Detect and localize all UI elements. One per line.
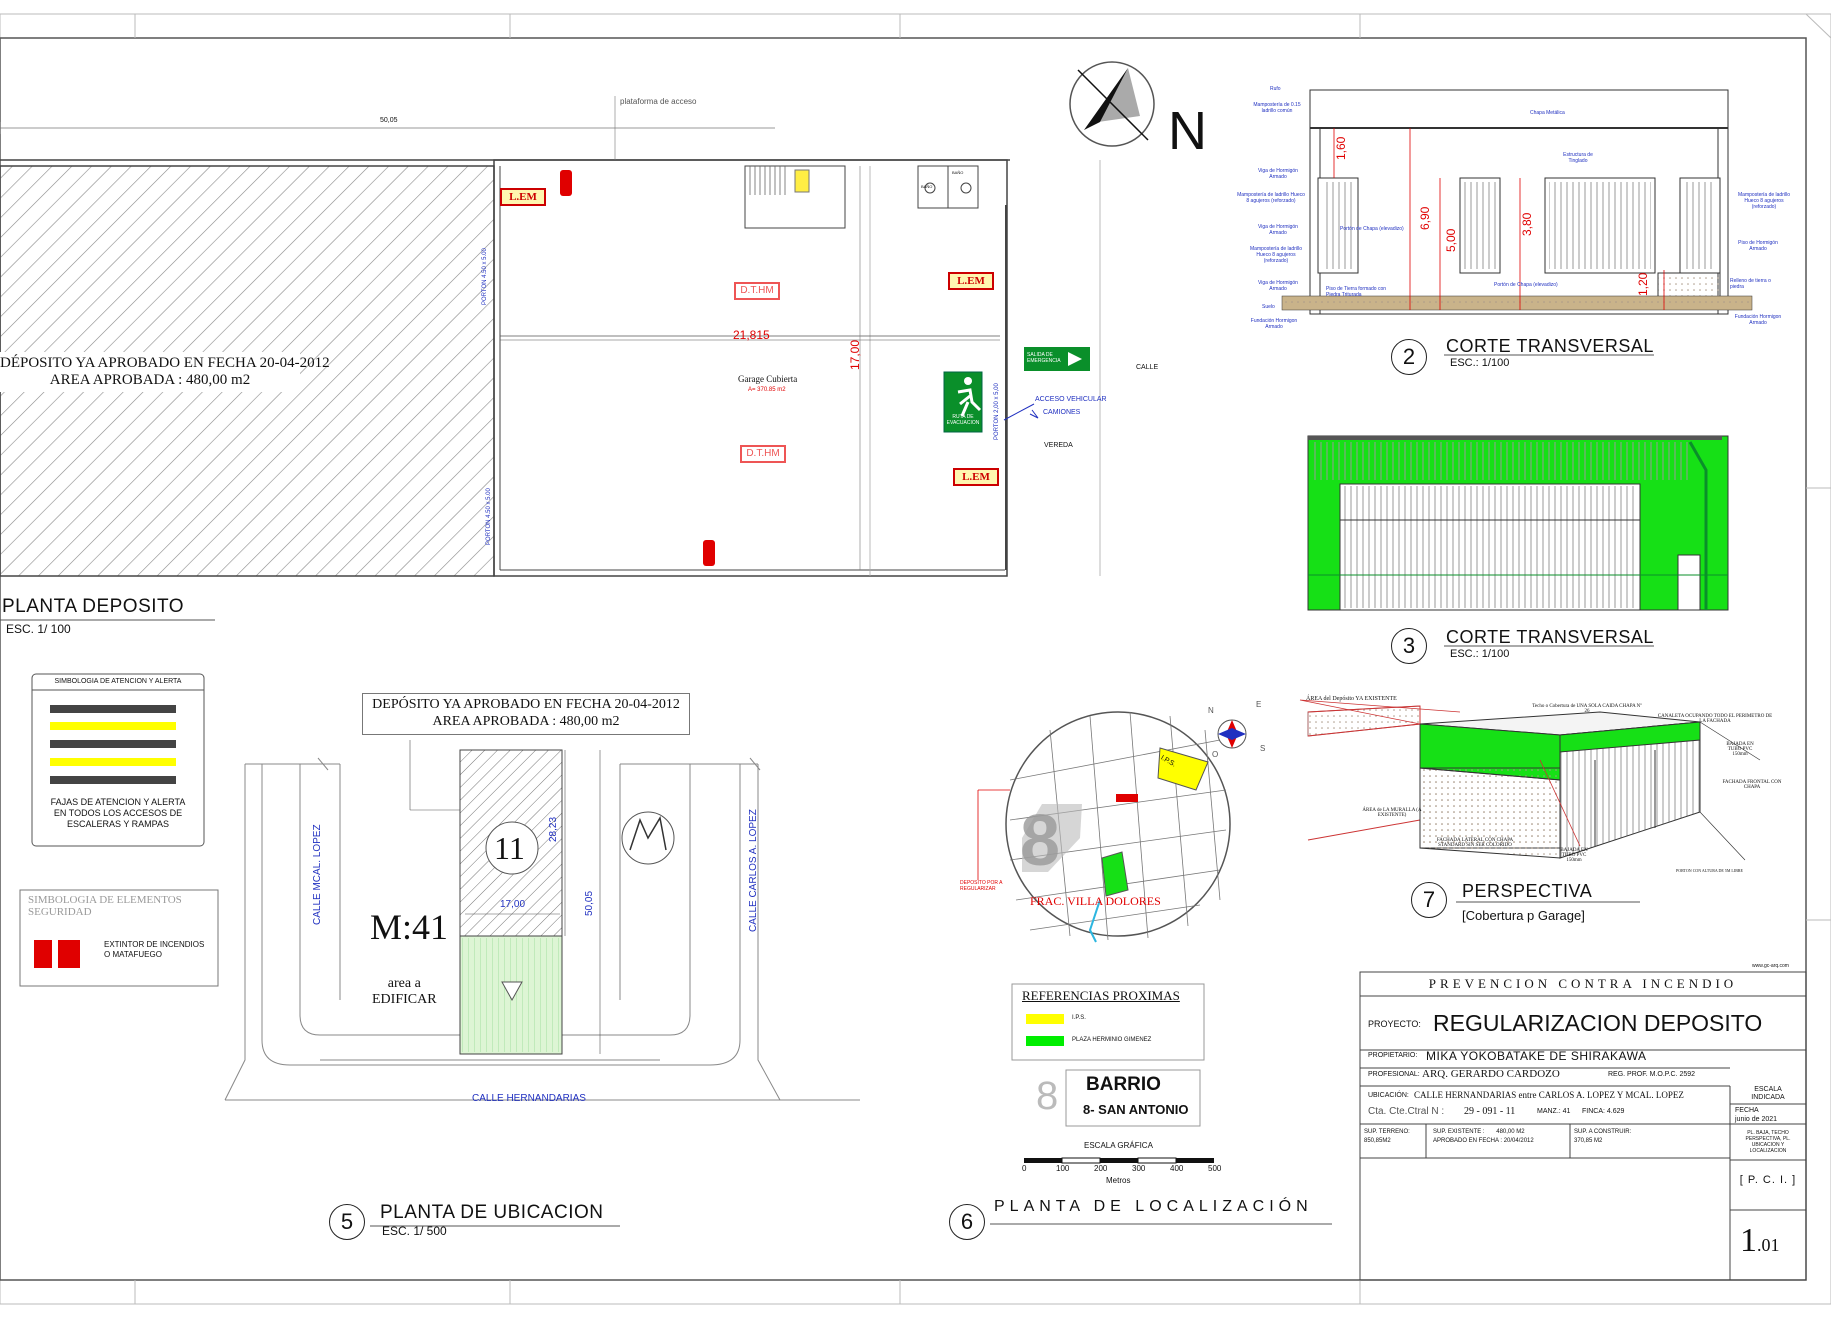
- area-label-line-2: EDIFICAR: [372, 992, 437, 1007]
- corte2-dim-4: 1,20: [1636, 272, 1650, 296]
- tb-sheet-num: 1: [1740, 1222, 1757, 1259]
- approved-line-2: AREA APROBADA : 480,00 m2: [49, 372, 251, 388]
- compass-s: S: [1260, 744, 1266, 753]
- corte2-left-label-3: Mampostería de ladrillo Hueco 8 agujeros (reforzado): [1237, 192, 1305, 204]
- tb-profesional-label: PROFESIONAL:: [1368, 1071, 1420, 1078]
- tb-escala-label: ESCALA: [1754, 1086, 1782, 1093]
- corte2-dim-2: 5,00: [1444, 228, 1458, 252]
- ref-1-label: I.P.S.: [1072, 1015, 1086, 1021]
- area-edificar-label: [372, 976, 437, 1008]
- tb-cta: 29 - 091 - 11: [1464, 1106, 1516, 1117]
- porton-1-label: PORTON 4.50 x 5.00: [482, 248, 488, 305]
- tb-propietario: MIKA YOKOBATAKE DE SHIRAKAWA: [1426, 1049, 1647, 1063]
- ubic-dim-width: 17,00: [500, 899, 526, 910]
- ubic-approved-line-2: AREA APROBADA : 480,00 m2: [432, 714, 620, 729]
- lem-sign-3: L.EM: [953, 468, 999, 486]
- corte3-number: 3: [1391, 628, 1427, 664]
- approved-line-1: DÉPOSITO YA APROBADO EN FECHA 20-04-2012: [0, 355, 330, 371]
- extintor-desc-line-1: EXTINTOR DE INCENDIOS: [104, 940, 205, 949]
- garage-label: Garage Cubierta: [738, 374, 798, 384]
- extintor-desc-line-2: O MATAFUEGO: [104, 950, 162, 959]
- street-hernandarias: CALLE HERNANDARIAS: [472, 1093, 586, 1104]
- tb-proyecto: REGULARIZACION DEPOSITO: [1433, 1010, 1763, 1036]
- approved-note-deposito: [0, 355, 330, 389]
- corte2-inner-label-0: Chapa Metálica: [1530, 110, 1565, 116]
- compass-n: N: [1208, 706, 1214, 715]
- metros-label: Metros: [1106, 1176, 1131, 1185]
- ubic-dim-depth-2: 50,05: [584, 890, 595, 916]
- approved-note-ubicacion: [362, 693, 690, 735]
- corte3-title: CORTE TRANSVERSAL: [1446, 627, 1654, 647]
- corte2-dim-0: 1,60: [1334, 136, 1348, 160]
- big-barrio-number: 8: [1020, 801, 1061, 881]
- simbologia-alerta-title: SIMBOLOGIA DE ATENCION Y ALERTA: [54, 678, 182, 685]
- lem-sign-2: L.EM: [948, 272, 994, 290]
- perspectiva-title: PERSPECTIVA: [1462, 881, 1593, 901]
- corte2-left-label-7: Suelo: [1262, 304, 1275, 310]
- lot-number: 11: [494, 830, 525, 866]
- corte2-right-label-3: Fundación Hormigon Armado: [1734, 314, 1782, 326]
- simbologia-alerta-desc: [32, 797, 204, 830]
- persp-note-6: FACHADA LATERAL CON CHAPA STANDARD SIN SER COLORIDO: [1436, 838, 1514, 848]
- corte2-number: 2: [1391, 339, 1427, 375]
- dthm-sign-2: D.T.HM: [740, 445, 786, 463]
- corte2-inner-label-1: Estructura de Tinglado: [1563, 152, 1593, 164]
- tb-ubicacion: CALLE HERNANDARIAS entre CARLOS A. LOPEZ Y MCAL. LOPEZ: [1414, 1090, 1684, 1100]
- corte2-inner-label-3: Portón de Chapa (elevadizo): [1494, 282, 1558, 288]
- corte2-inner-label-4: Piso de Tierra formado con Piedra Triturada: [1326, 286, 1387, 298]
- tb-sup-construir: [1574, 1128, 1631, 1146]
- ubic-approved-line-1: DEPÓSITO YA APROBADO EN FECHA 20-04-2012: [372, 697, 680, 712]
- tb-header: PREVENCION CONTRA INCENDIO: [1428, 976, 1738, 991]
- acceso-vehicular-label: ACCESO VEHICULAR: [1035, 396, 1107, 403]
- street-carlos-lopez: CALLE CARLOS A. LOPEZ: [748, 809, 759, 932]
- tb-escala: [1730, 1086, 1806, 1102]
- plataforma-label: plataforma de acceso: [620, 97, 697, 106]
- scale-tick-4: 400: [1170, 1164, 1184, 1173]
- ubicacion-scale: ESC. 1/ 500: [382, 1224, 447, 1238]
- planta-deposito-drawing: [0, 96, 1100, 576]
- escala-grafica-label: ESCALA GRÁFICA: [1084, 1141, 1153, 1150]
- persp-note-8: PORTON CON ALTURA DE 5M LIBRE: [1676, 868, 1743, 873]
- corte2-inner-label-2: Portón de Chapa (elevadizo): [1340, 226, 1404, 232]
- tb-fecha-label: FECHA: [1735, 1107, 1759, 1114]
- tb-profesional: ARQ. GERARDO CARDOZO: [1422, 1068, 1560, 1080]
- tb-sup-terreno-label: SUP. TERRENO:: [1364, 1129, 1410, 1135]
- barrio-label: BARRIO: [1086, 1074, 1161, 1095]
- tb-finca: FINCA: 4.629: [1582, 1108, 1625, 1115]
- web-label: www.gc-arq.com: [1752, 963, 1789, 969]
- corte-transversal-3-elevation: [1308, 436, 1728, 610]
- corte2-right-label-0: Mampostería de ladrillo Hueco 8 agujeros (reforzado): [1738, 192, 1790, 210]
- tb-manz: MANZ.: 41: [1537, 1108, 1571, 1115]
- corte-transversal-2-drawing: [1282, 90, 1752, 314]
- compass-icon: [1218, 720, 1246, 748]
- tb-sheet-number: [1740, 1222, 1780, 1260]
- seguridad-title-line-2: SEGURIDAD: [28, 906, 92, 918]
- corte2-left-label-4: Viga de Hormigón Armado: [1258, 224, 1298, 236]
- tb-reg: REG. PROF. M.O.P.C. 2592: [1608, 1071, 1696, 1078]
- lem-sign-1: L.EM: [500, 188, 546, 206]
- corte2-left-label-8: Fundación Hormigon Armado: [1250, 318, 1298, 330]
- tb-sup-terreno-value: 850,85M2: [1364, 1138, 1391, 1144]
- bano-label-1: BAÑO: [921, 184, 933, 189]
- corte2-right-label-1: Piso de Hormigón Armado: [1738, 240, 1778, 252]
- compass-o: O: [1212, 750, 1219, 759]
- corte2-left-label-1: Mampostería de 0.15 ladrillo común: [1253, 102, 1301, 114]
- ref-2-label: PLAZA HERMINIO GIMENEZ: [1072, 1037, 1152, 1043]
- perspectiva-subtitle: [Cobertura p Garage]: [1462, 908, 1585, 923]
- tb-sup-construir-value: 370,85 M2: [1574, 1138, 1603, 1144]
- alerta-desc-line-1: FAJAS DE ATENCION Y ALERTA: [50, 797, 186, 807]
- dim-height-label: 17,00: [848, 339, 862, 370]
- extintor-desc: [104, 940, 204, 960]
- alerta-desc-line-2: EN TODOS LOS ACCESOS DE: [53, 808, 183, 818]
- perspectiva-drawing: [1300, 700, 1760, 860]
- tb-code: [ P. C. I. ]: [1739, 1174, 1797, 1186]
- dthm-sign-1: D.T.HM: [734, 282, 780, 300]
- dim-top-label: 50,05: [380, 117, 398, 124]
- salida-emergencia-label: SALIDA DE EMERGENCIA: [1027, 352, 1061, 364]
- tb-proyecto-label: PROYECTO:: [1368, 1019, 1421, 1029]
- tb-propietario-label: PROPIETARIO:: [1368, 1052, 1418, 1059]
- persp-note-1: Techo o Cobertura de UNA SOLA CAIDA CHAPA Nº 26: [1532, 704, 1642, 714]
- barrio-number: 8: [1036, 1074, 1059, 1118]
- seguridad-title-line-1: SIMBOLOGIA DE ELEMENTOS: [28, 894, 182, 906]
- scale-tick-1: 100: [1056, 1164, 1070, 1173]
- scale-tick-0: 0: [1022, 1164, 1027, 1173]
- ips-map-label: I.P.S.: [1159, 754, 1177, 769]
- localizacion-number: 6: [949, 1204, 985, 1240]
- graphic-scale-bar: [1024, 1158, 1214, 1163]
- corte2-left-label-5: Mampostería de ladrillo Hueco 8 agujeros (reforzado): [1250, 246, 1302, 264]
- tb-sheet-sub: .01: [1757, 1235, 1780, 1255]
- corte2-scale: ESC.: 1/100: [1450, 357, 1510, 369]
- corte2-left-label-2: Viga de Hormigón Armado: [1258, 168, 1298, 180]
- refs-title: REFERENCIAS PROXIMAS: [1022, 988, 1180, 1003]
- persp-note-5: ÁREA de LA MURALLA (A EXISTENTE): [1362, 808, 1422, 818]
- tb-escala-value: INDICADA: [1751, 1094, 1785, 1101]
- barrio-name: 8- SAN ANTONIO: [1083, 1102, 1189, 1117]
- corte2-left-label-6: Viga de Hormigón Armado: [1258, 280, 1298, 292]
- persp-note-3: BAJADA EN TUBO PVC 150mm: [1726, 742, 1754, 757]
- corte2-title: CORTE TRANSVERSAL: [1446, 336, 1654, 356]
- tb-fecha: [1735, 1106, 1777, 1124]
- persp-note-2: CANALETA OCUPANDO TODO EL PERIMETRO DE LA FACHADA: [1657, 714, 1773, 724]
- tb-aprobado-value: 20/04/2012: [1503, 1138, 1534, 1144]
- scale-tick-2: 200: [1094, 1164, 1108, 1173]
- tb-sup-existente-label: SUP. EXISTENTE :: [1433, 1129, 1485, 1135]
- frac-villa-dolores: FRAC. VILLA DOLORES: [1030, 894, 1161, 908]
- persp-note-7: BAJADA EN TUBO PVC 150mm: [1560, 848, 1588, 863]
- manzana-label: M:41: [370, 907, 449, 947]
- north-label: N: [1168, 101, 1207, 161]
- scale-tick-5: 500: [1208, 1164, 1222, 1173]
- corte2-right-label-2: Relleno de tierra o piedra: [1730, 278, 1771, 290]
- ubic-dim-depth-1: 28,23: [548, 816, 559, 842]
- scale-tick-3: 300: [1132, 1164, 1146, 1173]
- deposito-label: DEPOSITO POR A REGULARIZAR: [960, 880, 1003, 892]
- tb-sup-existente: [1433, 1128, 1534, 1146]
- corte2-dim-3: 3,80: [1520, 212, 1534, 236]
- simbologia-seguridad-title: [28, 894, 182, 918]
- planta-deposito-scale: ESC. 1/ 100: [6, 622, 71, 636]
- planta-deposito-title: PLANTA DEPOSITO: [2, 596, 185, 617]
- dim-width-label: 21,815: [733, 328, 770, 342]
- garage-area: A= 370.85 m2: [748, 387, 786, 393]
- camiones-label: CAMIONES: [1043, 409, 1081, 416]
- tb-sup-construir-label: SUP. A CONSTRUIR:: [1574, 1129, 1632, 1135]
- persp-note-4: FACHADA FRONTAL CON CHAPA: [1722, 780, 1782, 790]
- street-mcal-lopez: CALLE MCAL. LOPEZ: [312, 824, 323, 925]
- corte2-left-label-0: Rufo: [1270, 86, 1281, 92]
- vereda-label: VEREDA: [1044, 442, 1073, 449]
- tb-cta-label: Cta. Cte.Ctral N :: [1368, 1106, 1445, 1117]
- porton-3-label: PORTON 2,00 x 5,00: [994, 383, 1000, 440]
- corte3-scale: ESC.: 1/100: [1450, 648, 1510, 660]
- tb-sup-existente-value: 480,00 M2: [1496, 1129, 1525, 1135]
- porton-2-label: PORTON 4.50 x 5.00: [486, 488, 492, 545]
- alerta-desc-line-3: ESCALERAS Y RAMPAS: [66, 819, 170, 829]
- tb-contenido: PL. BAJA, TECHO PERSPECTIVA, PL. UBICACION Y LOCALIZACION: [1745, 1130, 1791, 1154]
- perspectiva-number: 7: [1411, 882, 1447, 918]
- tb-aprobado-label: APROBADO EN FECHA :: [1433, 1138, 1503, 1144]
- ubicacion-number: 5: [329, 1204, 365, 1240]
- bano-label-2: BAÑO: [952, 170, 964, 175]
- calle-label: CALLE: [1136, 364, 1159, 371]
- compass-e: E: [1256, 700, 1262, 709]
- tb-fecha-value: junio de 2021: [1735, 1116, 1778, 1123]
- tb-sup-terreno: [1364, 1128, 1410, 1146]
- north-arrow-icon: [1070, 62, 1154, 146]
- localizacion-title: PLANTA DE LOCALIZACIÓN: [994, 1198, 1313, 1215]
- ruta-evacuacion-label: RUTA DE EVACUACION: [946, 414, 980, 426]
- area-label-line-1: area a: [387, 976, 421, 991]
- corte2-dim-1: 6,90: [1418, 206, 1432, 230]
- persp-note-0: ÁREA del Depósito YA EXISTENTE: [1306, 696, 1397, 702]
- tb-ubicacion-label: UBICACIÓN:: [1368, 1092, 1409, 1099]
- ubicacion-title: PLANTA DE UBICACION: [380, 1202, 604, 1223]
